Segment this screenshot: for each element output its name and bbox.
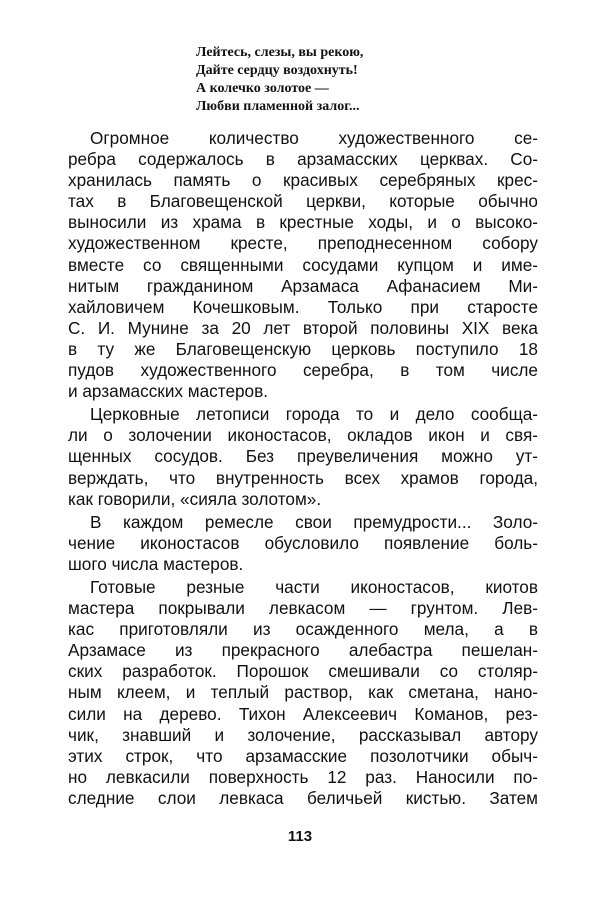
text-line: пудов художественного серебра, в том числе [68, 360, 538, 381]
epigraph-line: А колечко золотое — [196, 81, 329, 96]
text-line: в ту же Благовещенскую церковь поступило 18 [68, 338, 538, 359]
text-line: Арзамасе из прекрасного алебастра пешелан- [68, 640, 538, 661]
text-line: художественном кресте, преподнесенном собору [68, 233, 538, 254]
text-line: ребра содержалось в арзамасских церквах. Со- [68, 149, 538, 170]
page-number: 113 [287, 828, 313, 845]
text-line: щенных сосудов. Без преувеличения можно ут- [68, 446, 538, 467]
epigraph [196, 44, 456, 116]
text-line: шого числа мастеров. [68, 553, 244, 574]
paragraph [68, 128, 538, 402]
text-line: Готовые резные части иконостасов, киотов [90, 576, 538, 597]
text-line: но левкасили поверхность 12 раз. Наносили по- [68, 766, 538, 787]
text-line: вместе со священными сосудами купцом и име- [68, 254, 538, 275]
text-line: и арзамасских мастеров. [68, 381, 269, 402]
text-line: нитым гражданином Арзамаса Афанасием Ми- [68, 275, 538, 296]
text-line: выносили из храма в крестные ходы, и о высоко- [68, 212, 538, 233]
text-line: верждать, что внутренность всех храмов города, [68, 467, 538, 488]
text-line: ным клеем, и теплый раствор, как сметана, нано- [68, 682, 538, 703]
text-line: мастера покрывали левкасом — грунтом. Лев- [68, 598, 538, 619]
epigraph-line: Любви пламенной залог... [196, 99, 360, 114]
text-line: сили на дерево. Тихон Алексеевич Команов, рез- [68, 703, 538, 724]
text-line: чение иконостасов обусловило появление боль- [68, 532, 538, 553]
body-text [68, 128, 538, 811]
text-line: этих строк, что арзамасские позолотчики обыч- [68, 745, 538, 766]
text-line: ли о золочении иконостасов, окладов икон и свя- [68, 425, 538, 446]
paragraph [68, 404, 538, 509]
text-line: хранилась память о красивых серебряных крес- [68, 170, 538, 191]
paragraph [68, 512, 538, 575]
epigraph-line: Дайте сердцу воздохнуть! [196, 63, 358, 78]
text-line: кас приготовляли из осажденного мела, а в [68, 619, 538, 640]
paragraph [68, 577, 538, 809]
text-line: С. И. Мунине за 20 лет второй половины XIX века [68, 317, 538, 338]
text-line: чик, знавший и золочение, рассказывал автору [68, 724, 538, 745]
text-line: тах в Благовещенской церкви, которые обычно [68, 191, 538, 212]
text-line: ских разработок. Порошок смешивали со столяр- [68, 661, 538, 682]
text-line: Огромное количество художественного се- [90, 128, 538, 148]
text-line: В каждом ремесле свои премудрости... Золо- [90, 511, 538, 532]
text-line: следние слои левкаса беличьей кистью. Затем [68, 787, 538, 808]
epigraph-line: Лейтесь, слезы, вы рекою, [196, 45, 364, 60]
text-line: Церковные летописи города то и дело сообща- [90, 404, 538, 425]
text-line: хайловичем Кочешковым. Только при старосте [68, 296, 538, 317]
text-line: как говорили, «сияла золотом». [68, 488, 322, 509]
